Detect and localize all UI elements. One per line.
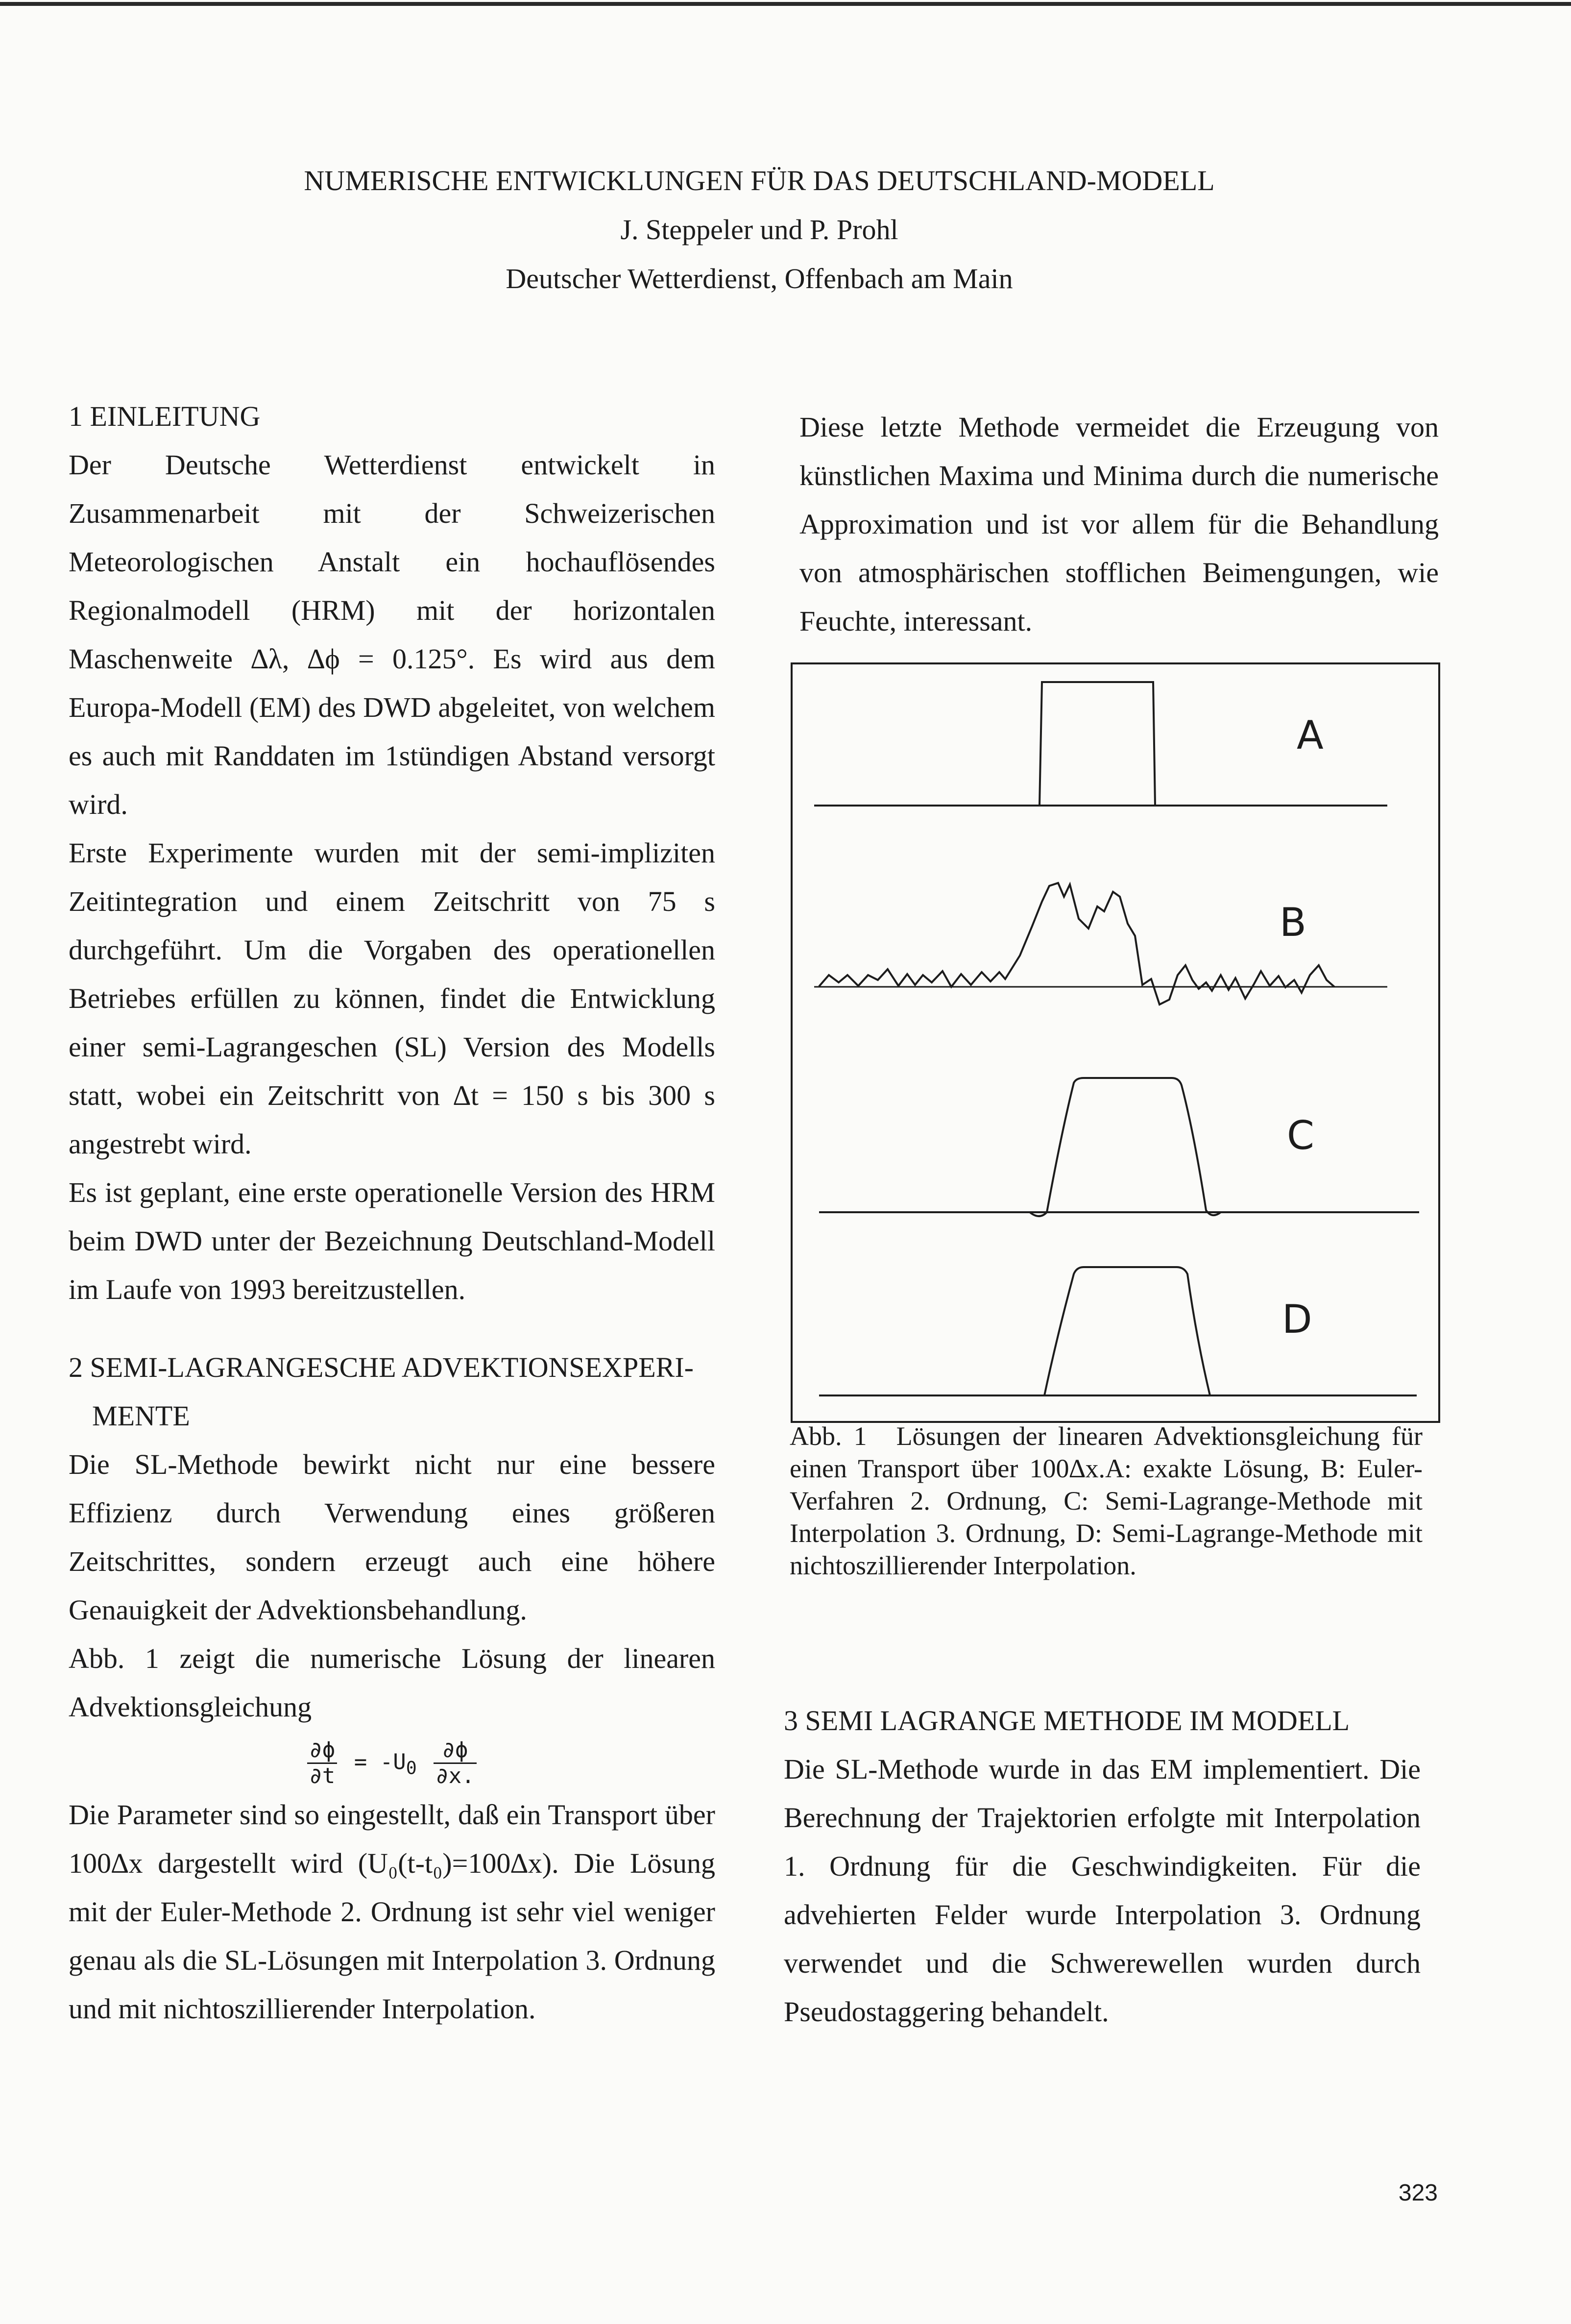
paper-authors: J. Steppeler und P. Prohl xyxy=(620,214,898,245)
section-2-paragraph-1: Die SL-Methode bewirkt nicht nur eine bessere Effizienz durch Verwendung eines größeren Zeitschrittes, sondern erzeugt auch eine höhere Genauigkeit der Advektionsbehandlung. xyxy=(69,1448,715,1626)
right-column-bottom xyxy=(784,1696,1421,2036)
label-a: A xyxy=(1297,712,1324,758)
paper-title: NUMERISCHE ENTWICKLUNGEN FÜR DAS DEUTSCHLAND-MODELL xyxy=(304,165,1215,196)
right-paragraph-1: Diese letzte Methode vermeidet die Erzeugung von künstlichen Maxima und Minima durch die numerische Approximation und ist vor allem für die Behandlung von atmosphärischen stofflichen Beimengungen, wie Feuchte, interessant. xyxy=(799,411,1439,637)
section-1-heading: 1 EINLEITUNG xyxy=(69,400,261,432)
equation-lhs-numerator: ∂ϕ xyxy=(307,1738,337,1764)
figure-1 xyxy=(790,661,1441,1428)
paper-affiliation: Deutscher Wetterdienst, Offenbach am Main xyxy=(506,263,1013,294)
section-2-heading-line-2: MENTE xyxy=(92,1400,190,1432)
section-3-paragraph-1: Die SL-Methode wurde in das EM implementiert. Die Berechnung der Trajektorien erfolgte mit Interpolation 1. Ordnung für die Geschwindigkeiten. Für die advehierten Felder wurde Interpolation 3. Ordnung verwendet und die Schwerewellen wurden durch Pseudostaggering behandelt. xyxy=(784,1753,1421,2028)
section-1-paragraph-1: Der Deutsche Wetterdienst entwickelt in Zusammenarbeit mit der Schweizerischen Meteorologischen Anstalt ein hochauflösendes Regionalmodell (HRM) mit der horizontalen Maschenweite ∆λ, ∆ϕ = 0.125°. Es wird aus dem Europa-Modell (EM) des DWD abgeleitet, von welchem es auch mit Randdaten im 1stündigen Abstand versorgt wird. xyxy=(69,449,715,820)
equation-lhs-fraction xyxy=(307,1738,337,1788)
section-2-paragraph-3: Die Parameter sind so eingestellt, daß ein Transport über 100∆x dargestellt wird (U₀(t-t₀)=100∆x). Die Lösung mit der Euler-Methode 2. Ordnung ist sehr viel weniger genau als die SL-Lösungen mit Interpolation 3. Ordnung und mit nichtoszillierender Interpolation. xyxy=(69,1799,715,2025)
equation-rhs-fraction xyxy=(434,1738,476,1788)
advection-equation xyxy=(69,1738,715,1788)
equation-rhs-numerator: ∂ϕ xyxy=(434,1738,476,1764)
equation-subscript: 0 xyxy=(406,1757,417,1779)
section-3-heading: 3 SEMI LAGRANGE METHODE IM MODELL xyxy=(784,1705,1350,1737)
equation-rhs-denominator: ∂x. xyxy=(435,1763,475,1788)
right-column-top xyxy=(799,403,1439,645)
label-c: C xyxy=(1287,1113,1314,1158)
section-1-paragraph-3: Es ist geplant, eine erste operationelle Version des HRM beim DWD unter der Bezeichnung Deutschland-Modell im Laufe von 1993 bereitzustellen. xyxy=(69,1176,715,1305)
curve-a-exact xyxy=(1039,682,1155,806)
figure-1-caption xyxy=(790,1420,1423,1582)
figure-frame xyxy=(792,663,1439,1422)
caption-text: Lösungen der linearen Advektionsgleichung für einen Transport über 100∆x.A: exakte Lösung, B: Euler-Verfahren 2. Ordnung, C: Semi-Lagrange-Methode mit Interpolation 3. Ordnung, D: Semi-Lagrange-Methode mit nichtoszillierender Interpolation. xyxy=(790,1421,1423,1580)
top-scan-rule xyxy=(0,2,1571,6)
equation-lhs-denominator: ∂t xyxy=(309,1763,336,1788)
section-2-heading-line-1: 2 SEMI-LAGRANGESCHE ADVEKTIONSEXPERI- xyxy=(69,1351,694,1383)
label-b: B xyxy=(1280,900,1306,945)
equation-middle: = -U xyxy=(354,1749,406,1775)
label-d: D xyxy=(1282,1297,1312,1342)
section-2-heading xyxy=(69,1343,715,1440)
curve-d-sl-nonosc xyxy=(1044,1267,1210,1395)
curve-c-sl-cubic xyxy=(1030,1078,1221,1216)
section-2-paragraph-2: Abb. 1 zeigt die numerische Lösung der linearen Advektionsgleichung xyxy=(69,1642,715,1723)
page-number: 323 xyxy=(1398,2180,1438,2206)
section-1-paragraph-2: Erste Experimente wurden mit der semi-impliziten Zeitintegration und einem Zeitschritt von 75 s durchgeführt. Um die Vorgaben des operationellen Betriebes erfüllen zu können, findet die Entwicklung einer semi-Lagrangeschen (SL) Version des Modells statt, wobei ein Zeitschritt von ∆t = 150 s bis 300 s angestrebt wird. xyxy=(69,837,715,1160)
left-column xyxy=(69,392,715,2033)
figure-1-plot xyxy=(790,661,1441,1428)
caption-label: Abb. 1 xyxy=(790,1421,867,1451)
